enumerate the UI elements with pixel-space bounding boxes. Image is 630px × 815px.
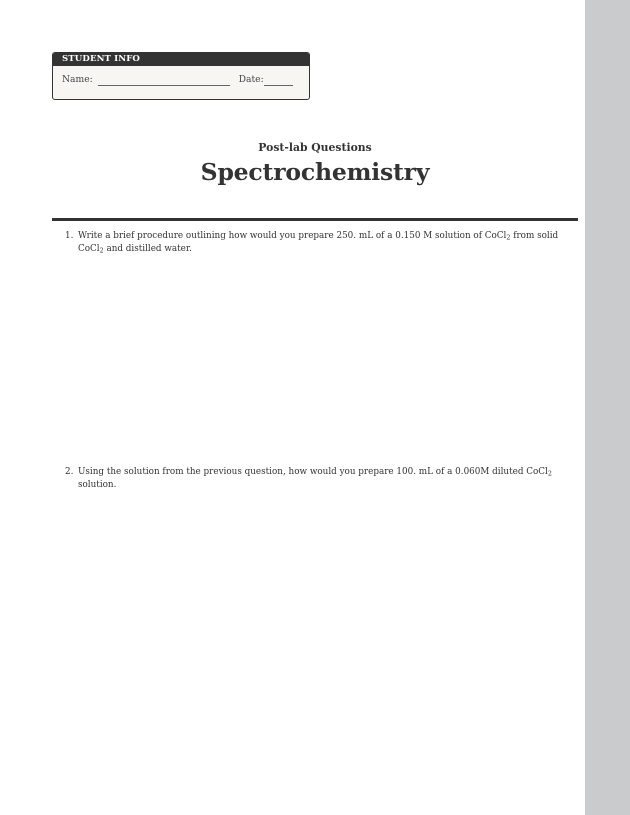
question-number: 1. [65, 231, 74, 241]
question-1 [65, 230, 580, 255]
date-field[interactable] [264, 76, 293, 86]
page-title: Spectrochemistry [200, 158, 430, 186]
page-subtitle: Post-lab Questions [258, 141, 372, 154]
question-text: Using the solution from the previous question, how would you prepare 100. mL of a 0.060M diluted CoCl$_2$ solution. [78, 467, 552, 490]
question-2 [65, 466, 580, 491]
student-info-box [52, 52, 310, 100]
page-margin-strip [585, 0, 630, 815]
title-divider [52, 218, 578, 221]
student-info-fields [62, 74, 293, 86]
date-label: Date: [238, 74, 264, 85]
student-info-header: STUDENT INFO [53, 53, 309, 66]
question-text: Write a brief procedure outlining how would you prepare 250. mL of a 0.150 M solution of CoCl$_2$ from solid CoCl$_2$ and distilled water. [78, 231, 559, 254]
question-number: 2. [65, 467, 74, 477]
name-label: Name: [62, 74, 93, 85]
name-field[interactable] [98, 76, 230, 86]
